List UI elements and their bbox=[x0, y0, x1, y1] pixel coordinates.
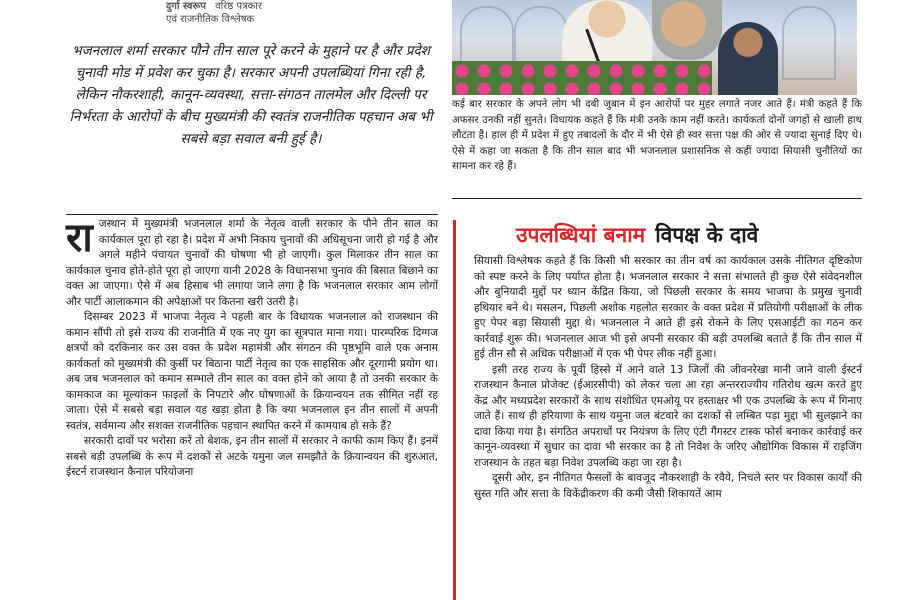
paragraph-3: सरकारी दावों पर भरोसा करें तो बेशक, इन तीन सालों में सरकार ने काफी काम किए हैं। इनमें सबसे बड़ी उपलब्धि के रूप में दशकों से अटके यमुना जल समझौते के क्रियान्वयन की शुरुआत, ईस्टर्न राजस्थान कैनाल परियोजना bbox=[66, 435, 438, 478]
drop-cap: रा bbox=[66, 215, 93, 261]
author-role: वरिष्ठ पत्रकार bbox=[215, 1, 262, 12]
article-body-right bbox=[474, 254, 862, 502]
section-heading bbox=[516, 221, 856, 249]
photo-flowers bbox=[452, 61, 712, 95]
divider bbox=[452, 198, 862, 199]
paragraph-5: इसी तरह राज्य के पूर्वी हिस्से में आने वाले 13 जिलों की जीवनरेखा मानी जाने वाली ईस्टर्न राजस्थान कैनाल प्रोजेक्ट (ईआरसीपी) को लेकर चला आ रहा अन्तरराज्यीय गतिरोध खत्म करते हुए केंद्र और मध्यप्रदेश सरकारों के साथ संशोधित एमओयू पर हस्ताक्षर भी एक उपलब्धि के रूप में गिनाए जाते हैं। साथ ही हरियाणा के साथ यमुना जल बंटवारे का दशकों से लम्बित पड़ा मुद्दा भी सुलझाने का दावा किया गया है। संगठित अपराधों पर नियंत्रण के लिए एंटी गैंगस्टर टास्क फोर्स बनाकर कार्रवाई कर कानून-व्यवस्था में सुधार का दावा भी सरकार का है तो निवेश के जरिए औद्योगिक विकास में राइजिंग राजस्थान के तहत बड़ा निवेश उपलब्धि कहा जा रहा है। bbox=[474, 363, 862, 469]
paragraph-1 bbox=[66, 217, 438, 310]
paragraph-1-text: जस्थान में मुख्यमंत्री भजनलाल शर्मा के नेतृत्व वाली सरकार के पौने तीन साल का कार्यकाल पूरा हो रहा है। प्रदेश में अभी निकाय चुनावों की अधिसूचना जारी हो गई है और अगले महीने पंचायत चुनावों की घोषणा भी हो जाएगी। कुल मिलाकर तीन साल का कार्यकाल चुनाव होते-होते पूरा हो जाएगा यानी 2028 के विधानसभा चुनाव की बिसात बिछाने का वक्त आ जाएगा। ऐसे में अब हिसाब भी लगाया जाने लगा है कि भजनलाल सरकार आम लोगों और पार्टी आलाकमान की अपेक्षाओं पर कितना खरी उतरी है। bbox=[66, 218, 438, 308]
photo-caption-paragraph: कई बार सरकार के अपने लोग भी दबी जुबान में इन आरोपों पर मुहर लगाते नजर आते हैं। मंत्री कहते हैं कि अफसर उनकी नहीं सुनते। विधायक कहते हैं कि मंत्री उनके काम नहीं करते। कार्यकर्ता दोनों जगहों से खाली हाथ लौटता है। हाल ही में प्रदेश में हुए तबादलों के दौर में भी ऐसे ही स्वर सत्ता पक्ष की ओर से ज्यादा सुनाई दिए थे। ऐसे में कहा जा सकता है कि तीन साल बाद भी भजनलाल प्रशासनिक से कहीं ज्यादा सियासी चुनौतियों का सामना कर रहे हैं। bbox=[452, 99, 862, 172]
paragraph-4: सियासी विश्लेषक कहते हैं कि किसी भी सरकार का तीन वर्ष का कार्यकाल उसके नीतिगत दृष्टिकोण को स्पष्ट करने के लिए पर्याप्त होता है। भजनलाल सरकार ने सत्ता संभालते ही कुछ ऐसे संवेदनशील और बुनियादी मुद्दों पर ध्यान केंद्रित किया, जो पिछली सरकार के समय भाजपा के प्रमुख चुनावी हथियार बने थे। मसलन, पिछली अशोक गहलोत सरकार के वक्त प्रदेश में प्रतियोगी परीक्षाओं के लीक हुए पेपर बड़ा सियासी मुद्दा थे। भजनलाल ने आते ही इसे रोकने के लिए एसआईटी का गठन कर कार्रवाई शुरू की। भजनलाल आज भी इसे अपनी सरकार की बड़ी उपलब्धि बताते हैं कि तीन साल में हुई तीन सौ से अधिक परीक्षाओं में एक भी पेपर लीक नहीं हुआ। bbox=[474, 255, 862, 360]
article-deck: भजनलाल शर्मा सरकार पौने तीन साल पूरे करने के मुहाने पर है और प्रदेश चुनावी मोड में प्रवेश कर चुका है। सरकार अपनी उपलब्धियां गिना रही है, लेकिन नौकरशाही, कानून-व्यवस्था, सत्ता-संगठन तालमेल और दिल्ली पर निर्भरता के आरोपों के बीच मुख्यमंत्री की स्वतंत्र राजनीतिक पहचान अब भी सबसे बड़ा सवाल बनी हुई है। bbox=[69, 43, 433, 147]
section-heading-part-2: विपक्ष के दावे bbox=[655, 223, 759, 247]
photo-arch bbox=[782, 6, 836, 80]
photo-attendee bbox=[718, 22, 778, 95]
article-photo bbox=[452, 0, 857, 95]
section-heading-part-1: उपलब्धियां बनाम bbox=[516, 223, 646, 247]
left-column bbox=[0, 0, 450, 600]
author-byline bbox=[166, 0, 386, 26]
divider bbox=[66, 214, 438, 215]
article-body-left bbox=[66, 217, 438, 481]
photo-banner-face bbox=[652, 0, 722, 60]
paragraph-2: दिसम्बर 2023 में भाजपा नेतृत्व ने पहली बार के विधायक भजनलाल को राजस्थान की कमान सौंपी तो इसे राज्य की राजनीति में एक नए युग का सूत्रपात माना गया। पारम्परिक दिग्गज क्षत्रपों को दरकिनार कर उस वक्त के प्रदेश महामंत्री और संगठन की पृष्ठभूमि वाले एक अनाम कार्यकर्ता को मुख्यमंत्री की कुर्सी पर बिठाना पार्टी नेतृत्व का एक साहसिक और दूरगामी प्रयोग था। अब जब भजनलाल को कमान सम्भाले तीन साल का वक्त होने को आया है तो उनकी सरकार के कामकाज का मूल्यांकन फाइलों के निपटारे और घोषणाओं के क्रियान्वयन तक सीमित नहीं रह जाता। ऐसे में सबसे बड़ा सवाल यह खड़ा होता है कि क्या भजनलाल इन तीन सालों में अपनी स्वतंत्र, सर्वमान्य और सशक्त राजनीतिक पहचान स्थापित करने में कामयाब हो सके हैं? bbox=[66, 311, 438, 432]
paragraph-6: दूसरी ओर, इन नीतिगत फैसलों के बावजूद नौकरशाही के रवैये, निचले स्तर पर विकास कार्यों की सुस्त गति और सत्ता के विकेंद्रीकरण की कमी जैसी शिकायतें आम bbox=[474, 472, 862, 500]
author-name: दुर्गा स्वरूप bbox=[166, 1, 206, 12]
author-role-2: एवं राजनीतिक विश्लेषक bbox=[166, 14, 255, 25]
section-accent-bar bbox=[453, 220, 456, 600]
